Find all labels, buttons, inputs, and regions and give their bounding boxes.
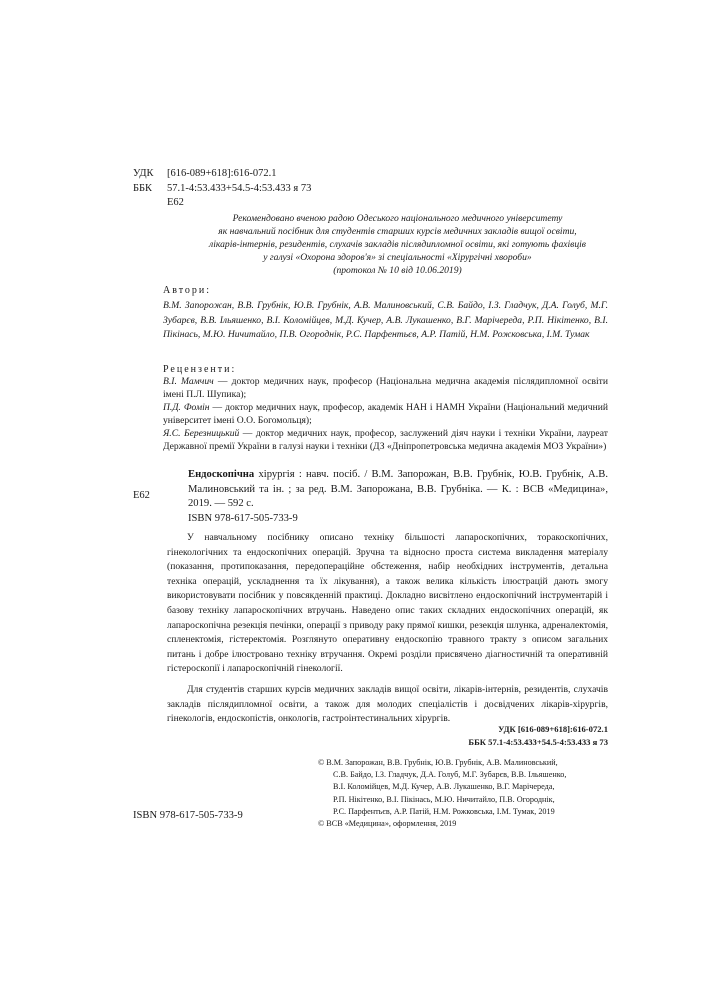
copyright-authors-line: Р.С. Парфентьєв, А.Р. Патій, Н.М. Рожковська, І.М. Тумак, 2019	[333, 806, 555, 816]
udc-repeat: УДК [616-089+618]:616-072.1	[498, 724, 608, 734]
reviewers-section	[163, 364, 608, 453]
reviewer-details: — доктор медичних наук, професор (Національна медична академія післядипломної освіти імені П.Л. Шупика);	[163, 376, 608, 400]
udc-value: [616-089+618]:616-072.1	[167, 168, 277, 179]
reviewer-details: — доктор медичних наук, професор, академік НАН і НАМН України (Національний медичний університет імені О.О. Богомольця);	[163, 402, 608, 426]
annotation-text: У навчальному посібнику описано техніку більшості лапароскопічних, торакоскопічних, гінекологічних та ендоскопічних операцій. Зручна та відносно проста система викладення матеріалу (показання, протипоказання, передопераційне обстеження, набір необхідних інструментів, детальна техніка операцій, ускладнення та їх лікування), а також велика кількість ілюстрацій дають змогу використовувати посібник у повсякденній практиці. Докладно висвітлено ендоскопічний інструментарій і базову техніку лапароскопічних втручань. Наведено опис таких складних ендоскопічних операцій, як лапароскопічна резекція печінки, операції з приводу раку прямої кишки, резекція шлунка, адреналектомія, спленектомія, гістеректомія. Розглянуто оперативну ендоскопію травного тракту з описом загальних питань і добре ілюстровано техніку втручання. Окремі розділи присвячено діагностичній та оперативній гістероскопії і лапароскопічній гінекології.	[167, 532, 608, 675]
classification-repeat	[468, 723, 608, 749]
book-title: Ендоскопічна	[188, 469, 255, 480]
authors-section	[163, 285, 608, 343]
reviewer-name: В.І. Мамчич	[163, 376, 214, 387]
recommendation-line: (протокол № 10 від 10.06.2019)	[333, 265, 462, 276]
cutter-side-code: Е62	[133, 490, 150, 501]
reviewer-details: — доктор медичних наук, професор, заслужений діяч науки і техніки України, лауреат Державної премії України в галузі науки і техніки (ДЗ «Дніпропетровська медична академія МОЗ України»)	[163, 428, 609, 452]
classification-block	[133, 167, 311, 211]
isbn-bottom: ISBN 978-617-505-733-9	[133, 810, 243, 821]
book-isbn: ISBN 978-617-505-733-9	[188, 512, 298, 524]
recommendation-line: лікарів-інтернів, резидентів, слухачів закладів післядипломної освіти, які готують фахівців	[209, 239, 586, 250]
reviewer-entry	[163, 375, 608, 401]
reviewers-title: Рецензенти:	[163, 364, 237, 375]
reviewer-entry	[163, 401, 608, 427]
copyright-authors-line: С.В. Байдо, І.З. Гладчук, Д.А. Голуб, М.Г. Зубарєв, В.В. Ільяшенко,	[333, 770, 567, 780]
target-audience: Для студентів старших курсів медичних закладів вищої освіти, лікарів-інтернів, резидентів, слухачів закладів післядипломної освіти, а також для молодих спеціалістів і досвідчених лікарів-хірургів, гінекологів, ендоскопістів, онкологів, гастроінтестинальних хірургів.	[167, 683, 608, 725]
bbk-label: ББК	[133, 182, 153, 194]
reviewer-name: Я.С. Березницький	[163, 428, 240, 439]
cutter-code: Е62	[167, 197, 184, 208]
authors-list: В.М. Запорожан, В.В. Грубнік, Ю.В. Грубнік, А.В. Малиновський, С.В. Байдо, І.З. Гладчук, Д.А. Голуб, М.Г. Зубарєв, В.В. Ільяшенко, В.І. Коломійцев, М.Д. Кучер, А.В. Лукашенко, В.Г. Марічереда, Р.П. Нікітенко, В.І. Пікінась, М.Ю. Ничитайло, П.В. Огороднік, Р.С. Парфентьєв, А.Р. Патій, Н.М. Рожковська, І.М. Тумак	[163, 300, 608, 340]
bibliographic-description	[188, 468, 608, 512]
bbk-row	[133, 182, 311, 197]
bbk-value: 57.1-4:53.433+54.5-4:53.433 я 73	[167, 182, 312, 194]
recommendation-note	[190, 212, 605, 277]
book-description: хірургія : навч. посіб. / В.М. Запорожан, В.В. Грубнік, Ю.В. Грубнік, А.В. Малиновський та ін. ; за ред. В.М. Запорожана, В.В. Грубніка. — К. : ВСВ «Медицина», 2019. — 592 с.	[188, 469, 608, 510]
copyright-authors-line: Р.П. Нікітенко, В.І. Пікінась, М.Ю. Ничитайло, П.В. Огороднік,	[333, 794, 555, 804]
recommendation-line: як навчальний посібник для студентів старших курсів медичних закладів вищої освіти,	[218, 226, 577, 237]
bibliographic-record	[188, 468, 608, 526]
udc-label: УДК	[133, 168, 154, 179]
reviewer-entry	[163, 427, 608, 453]
copyright-authors-line: В.І. Коломійцев, М.Д. Кучер, А.В. Лукашенко, В.Г. Марічереда,	[333, 782, 555, 792]
recommendation-line: у галузі «Охорона здоров'я» зі спеціальності «Хірургічні хвороби»	[263, 252, 532, 263]
authors-title: Автори:	[163, 285, 212, 296]
reviewer-name: П.Д. Фомін	[163, 402, 210, 413]
recommendation-line: Рекомендовано вченою радою Одеського національного медичного університету	[232, 213, 563, 224]
copyright-authors: © В.М. Запорожан, В.В. Грубнік, Ю.В. Грубнік, А.В. Малиновський,	[318, 758, 558, 767]
copyright-publisher: © ВСВ «Медицина», оформлення, 2019	[318, 819, 457, 829]
annotation	[167, 531, 608, 727]
udc-row	[133, 167, 311, 182]
bbk-repeat: ББК 57.1-4:53.433+54.5-4:53.433 я 73	[468, 737, 608, 747]
copyright-block	[318, 757, 618, 830]
